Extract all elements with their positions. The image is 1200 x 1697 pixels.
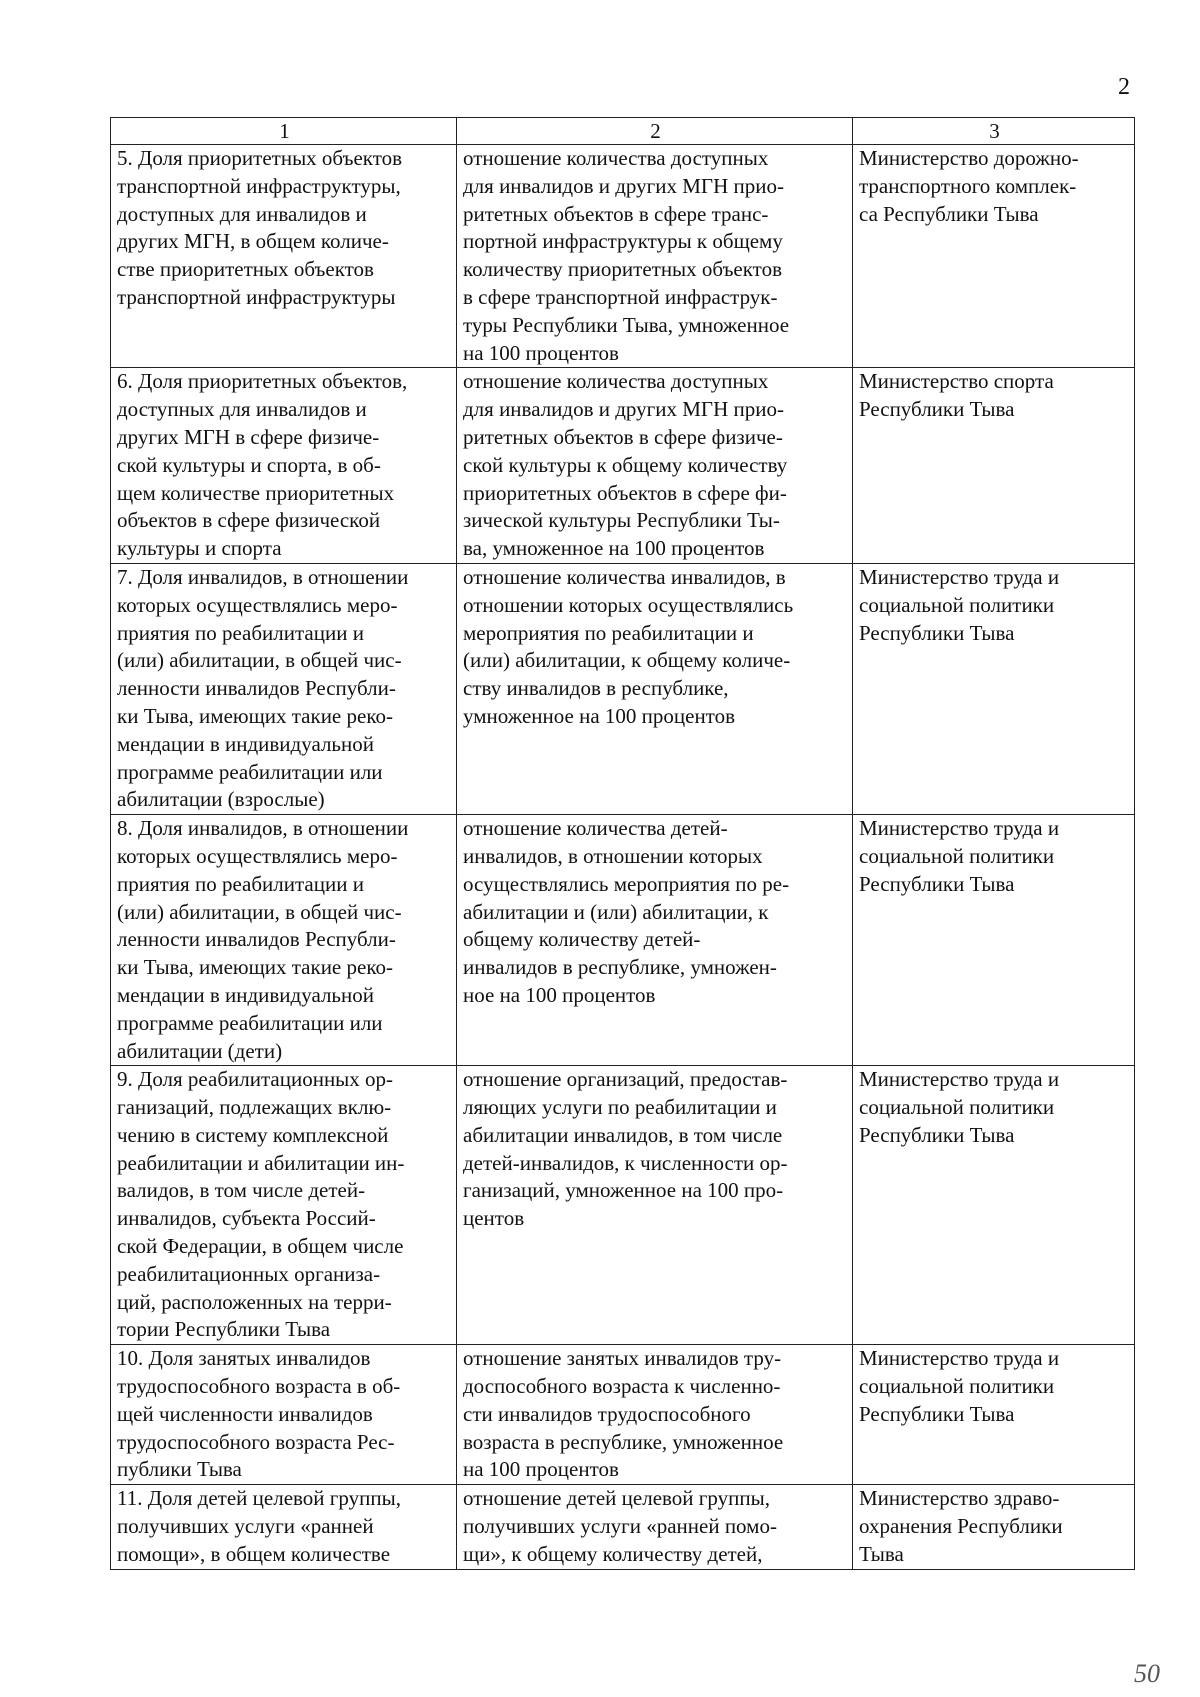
table-row — [111, 1345, 1135, 1485]
table-row — [111, 1485, 1135, 1569]
table-row — [111, 815, 1135, 1066]
calculation-method-cell: отношение количества доступных для инвалидов и других МГН прио- ритетных объектов в сфере транс- портной инфраструктуры к общему количеству приоритетных объектов в сфере транспортной инфраструк- туры Республики Тыва, умноженное на 100 процентов — [457, 145, 853, 368]
table-row — [111, 145, 1135, 368]
responsible-body-cell: Министерство труда и социальной политики Республики Тыва — [853, 1066, 1135, 1345]
page-number: 2 — [1118, 74, 1130, 100]
indicator-cell: 7. Доля инвалидов, в отношении которых осуществлялись меро- приятия по реабилитации и (или) абилитации, в общей чис- ленности инвалидов Республи- ки Тыва, имеющих такие реко- мендации в индивидуальной программе реабилитации или абилитации (взрослые) — [111, 563, 457, 814]
responsible-body-cell: Министерство труда и социальной политики Республики Тыва — [853, 563, 1135, 814]
handwritten-page-mark: 50 — [1134, 1659, 1160, 1688]
responsible-body-cell: Министерство дорожно- транспортного комплек- са Республики Тыва — [853, 145, 1135, 368]
indicator-cell: 6. Доля приоритетных объектов, доступных для инвалидов и других МГН в сфере физиче- ской культуры и спорта, в об- щем количестве приоритетных объектов в сфере физической культуры и спорта — [111, 368, 457, 564]
table-header-row — [111, 118, 1135, 145]
column-header-2: 2 — [457, 118, 853, 145]
table-row — [111, 563, 1135, 814]
indicators-table — [110, 117, 1135, 1570]
indicator-cell: 11. Доля детей целевой группы, получивших услуги «ранней помощи», в общем количестве — [111, 1485, 457, 1569]
responsible-body-cell: Министерство труда и социальной политики Республики Тыва — [853, 1345, 1135, 1485]
indicator-cell: 9. Доля реабилитационных ор- ганизаций, подлежащих вклю- чению в систему комплексной реабилитации и абилитации ин- валидов, в том числе детей- инвалидов, субъекта Россий- ской Федерации, в общем числе реабилитационных организа- ций, расположенных на терри- тории Республики Тыва — [111, 1066, 457, 1345]
calculation-method-cell: отношение организаций, предостав- ляющих услуги по реабилитации и абилитации инвалидов, в том числе детей-инвалидов, к численности ор- ганизаций, умноженное на 100 про- центов — [457, 1066, 853, 1345]
calculation-method-cell: отношение занятых инвалидов тру- доспособного возраста к численно- сти инвалидов трудоспособного возраста в республике, умноженное на 100 процентов — [457, 1345, 853, 1485]
column-header-3: 3 — [853, 118, 1135, 145]
calculation-method-cell: отношение детей целевой группы, получивших услуги «ранней помо- щи», к общему количеству детей, — [457, 1485, 853, 1569]
indicator-cell: 10. Доля занятых инвалидов трудоспособного возраста в об- щей численности инвалидов трудоспособного возраста Рес- публики Тыва — [111, 1345, 457, 1485]
calculation-method-cell: отношение количества доступных для инвалидов и других МГН прио- ритетных объектов в сфере физиче- ской культуры к общему количеству приоритетных объектов в сфере фи- зической культуры Республики Ты- ва, умноженное на 100 процентов — [457, 368, 853, 564]
responsible-body-cell: Министерство спорта Республики Тыва — [853, 368, 1135, 564]
responsible-body-cell: Министерство здраво- охранения Республики Тыва — [853, 1485, 1135, 1569]
calculation-method-cell: отношение количества инвалидов, в отношении которых осуществлялись мероприятия по реабилитации и (или) абилитации, к общему количе- ству инвалидов в республике, умноженное на 100 процентов — [457, 563, 853, 814]
calculation-method-cell: отношение количества детей- инвалидов, в отношении которых осуществлялись мероприятия по ре- абилитации и (или) абилитации, к общему количеству детей- инвалидов в республике, умножен- ное на 100 процентов — [457, 815, 853, 1066]
responsible-body-cell: Министерство труда и социальной политики Республики Тыва — [853, 815, 1135, 1066]
table-row — [111, 1066, 1135, 1345]
column-header-1: 1 — [111, 118, 457, 145]
table-row — [111, 368, 1135, 564]
indicator-cell: 5. Доля приоритетных объектов транспортной инфраструктуры, доступных для инвалидов и других МГН, в общем количе- стве приоритетных объектов транспортной инфраструктуры — [111, 145, 457, 368]
indicator-cell: 8. Доля инвалидов, в отношении которых осуществлялись меро- приятия по реабилитации и (или) абилитации, в общей чис- ленности инвалидов Республи- ки Тыва, имеющих такие реко- мендации в индивидуальной программе реабилитации или абилитации (дети) — [111, 815, 457, 1066]
